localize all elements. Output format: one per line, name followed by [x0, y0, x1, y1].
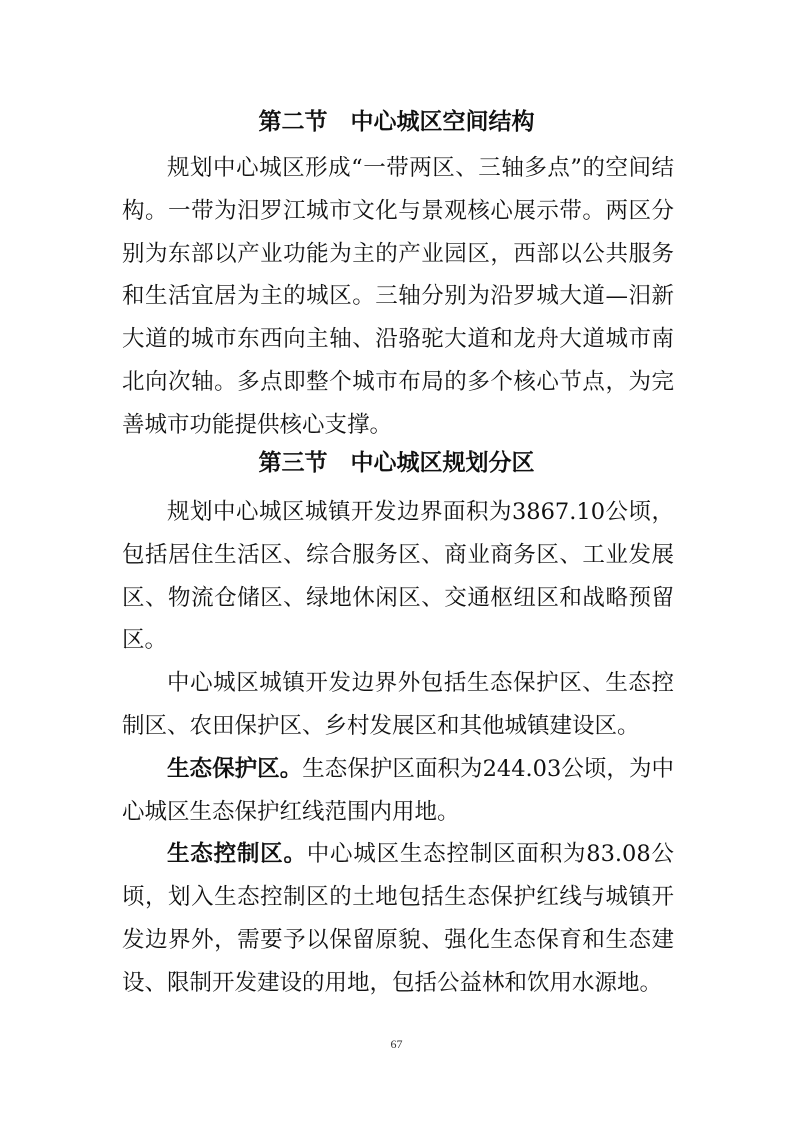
- section-2-paragraph-1: 规划中心城区形成“一带两区、三轴多点”的空间结构。一带为汨罗江城市文化与景观核心展示带。两区分别为东部以产业功能为主的产业园区，西部以公共服务和生活宜居为主的城区。三轴分别为沿罗城大道—汨新大道的城市东西向主轴、沿骆驼大道和龙舟大道城市南北向次轴。多点即整个城市布局的多个核心节点，为完善城市功能提供核心支撑。: [122, 155, 674, 438]
- page-number: 67: [390, 1037, 403, 1051]
- ecological-control-zone-text: 中心城区生态控制区面积为83.08公顷，划入生态控制区的土地包括生态保护红线与城镇开发边界外，需要予以保留原貌、强化生态保育和生态建设、限制开发建设的用地，包括公益林和饮用水源地。: [122, 841, 674, 996]
- section-2-body: [122, 147, 674, 447]
- section-3-paragraph-3: [122, 748, 674, 834]
- section-2-heading: 第二节 中心城区空间结构: [258, 109, 535, 135]
- section-3-paragraph-1: 规划中心城区城镇开发边界面积为3867.10公顷，包括居住生活区、综合服务区、商业商务区、工业发展区、物流仓储区、绿地休闲区、交通枢纽区和战略预留区。: [122, 499, 674, 654]
- section-3-body: [122, 491, 674, 1005]
- ecological-control-zone-term: 生态控制区。: [167, 841, 307, 868]
- ecological-protection-zone-text: 生态保护区面积为244.03公顷，为中心城区生态保护红线范围内用地。: [122, 755, 674, 825]
- section-3-paragraph-4: [122, 833, 674, 1004]
- ecological-protection-zone-term: 生态保护区。: [167, 755, 303, 782]
- section-3-heading: 第三节 中心城区规划分区: [258, 450, 535, 476]
- section-3-paragraph-2: 中心城区城镇开发边界外包括生态保护区、生态控制区、农田保护区、乡村发展区和其他城镇建设区。: [122, 670, 674, 739]
